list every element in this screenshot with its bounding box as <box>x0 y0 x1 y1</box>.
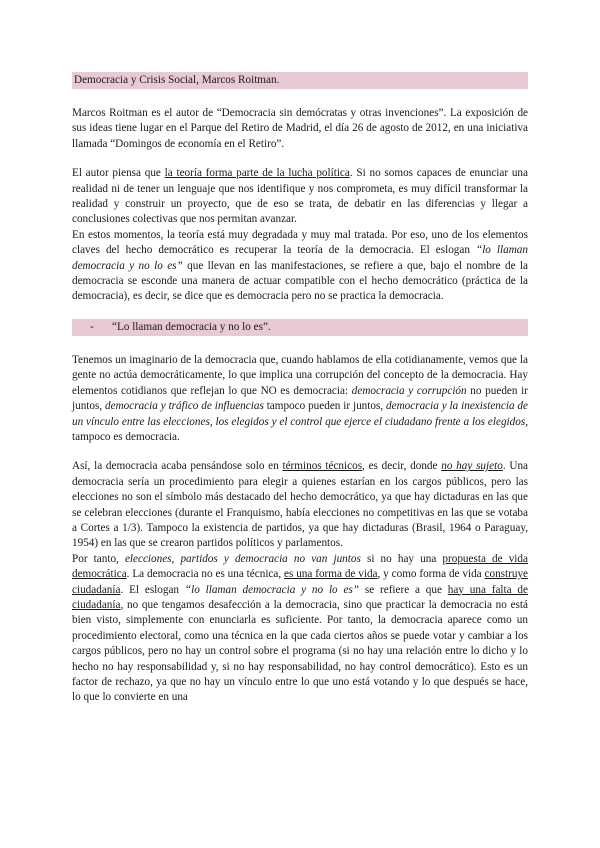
paragraph-imaginary: Tenemos un imaginario de la democracia que, cuando hablamos de ella cotidianamente, vemos que la gente no actúa democráticamente, lo que implica una corrupción del concepto de la democracia. Hay elementos cotidianos que reflejan lo que NO es democracia: democracia y corrupción no pueden ir juntos, democracia y tráfico de influencias tampoco pueden ir juntos, democracia y la inexistencia de un vínculo entre las elecciones, los elegidos y el control que ejerce el ciudadano frente a los elegidos, tampoco es democracia. <box>72 353 528 443</box>
document-title: Democracia y Crisis Social, Marcos Roitman. <box>72 72 528 89</box>
paragraph-theory: El autor piensa que la teoría forma parte de la lucha política. Si no somos capaces de enunciar una realidad ni de tener un lenguaje que nos identifique y nos comprometa, es muy difícil transformar la realidad y construir un proyecto, que de eso se trata, de debatir en las diferencias y llegar a conclusiones colectivas que nos permitan avanzar. <box>72 167 528 226</box>
intro-paragraph: Marcos Roitman es el autor de “Democracia sin demócratas y otras invenciones”. La exposición de sus ideas tiene lugar en el Parque del Retiro de Madrid, el día 26 de agosto de 2012, en una iniciativa llamada “Domingos de economía en el Retiro”. <box>72 107 528 150</box>
bullet-dash: - <box>90 320 94 333</box>
paragraph-slogan: En estos momentos, la teoría está muy degradada y muy mal tratada. Por eso, uno de los elementos claves del hecho democrático es recuperar la teoría de la democracia. El eslogan “lo llaman democracia y no lo es” que llevan en las manifestaciones, se refiere a que, bajo el nombre de la democracia se esconde una manera de actuar compatible con el hecho democrático (práctica de la democracia), es decir, se dice que es democracia pero no se practica la democracia. <box>72 228 528 303</box>
document-page <box>72 72 528 706</box>
underlined-phrase: la teoría forma parte de la lucha política <box>164 167 350 180</box>
paragraph-technical: Así, la democracia acaba pensándose solo en términos técnicos, es decir, donde no hay sujeto. Una democracia sería un procedimiento para elegir a quienes estarían en los cargos públicos, pero las elecciones no son el símbolo más destacado del hecho democrático, ya que hay dictaduras en las que se celebran elecciones (durante el Franquismo, había elecciones no competitivas en las que se votaba a Cortes a 1/3). Tampoco la existencia de partidos, ya que hay dictaduras (Brasil, 1964 o Paraguay, 1954) en las que se crearon partidos políticos y parlamentos. <box>72 460 529 550</box>
paragraph-conclusion: Por tanto, elecciones, partidos y democracia no van juntos si no hay una propuesta de vida democrática. La democracia no es una técnica, es una forma de vida, y como forma de vida construye ciudadanía. El eslogan “lo llaman democracia y no lo es” se refiere a que hay una falta de ciudadanía, no que tengamos desafección a la democracia, sino que practicar la democracia no está bien visto, simplemente con enunciarla es suficiente. Por tanto, la democracia aparece como un procedimiento electoral, como una técnica en la que cada ciertos años se puede votar y cambiar a los cargos públicos, pero no hay un control sobre el programa (si no hay una relación entre lo dicho y lo hecho no hay responsabilidad y, si no hay responsabilidad, no hay control democrático). Esto es un factor de rechazo, ya que no hay un vínculo entre lo que uno está votando y lo que después se hace, lo que lo convierte en una <box>72 552 529 704</box>
bullet-text: “Lo llaman democracia y no lo es”. <box>112 320 271 333</box>
italic-slogan: “lo llaman democracia y no lo es” <box>72 244 528 272</box>
section-heading-bullet <box>72 319 528 336</box>
